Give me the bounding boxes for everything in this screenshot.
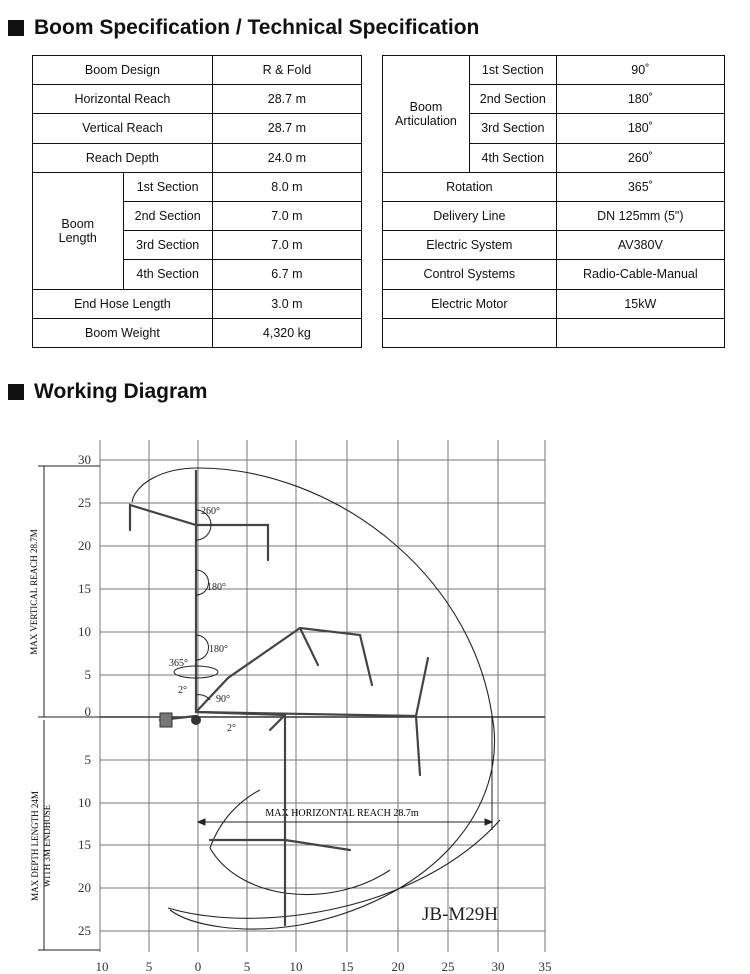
empty-cell (556, 318, 724, 347)
electric-motor-label: Electric Motor (383, 289, 557, 318)
boom-design-value: R & Fold (212, 56, 361, 85)
spec-heading-text: Boom Specification / Technical Specification (34, 16, 480, 39)
table-row (383, 172, 725, 201)
model-label: JB-M29H (422, 904, 499, 925)
reach-depth-label: Reach Depth (33, 143, 213, 172)
boom-weight-value: 4,320 kg (212, 318, 361, 347)
angle-labels (169, 506, 236, 734)
max-horizontal-reach-label: MAX HORIZONTAL REACH 28.7m (265, 808, 419, 819)
articulation-section-value: 260˚ (556, 143, 724, 172)
y-tick-label: 30 (78, 452, 91, 467)
table-row (383, 231, 725, 260)
heading-square-icon (8, 20, 24, 36)
x-tick-label: 25 (441, 959, 455, 974)
control-systems-label: Control Systems (383, 260, 557, 289)
boom-length-label: Boom Length (33, 172, 124, 289)
table-row (33, 289, 362, 318)
boom-length-section-label: 2nd Section (123, 201, 212, 230)
y-tick-label: 0 (84, 704, 91, 719)
articulation-section-value: 180˚ (556, 114, 724, 143)
x-tick-label: 0 (194, 959, 202, 974)
table-row (33, 85, 362, 114)
horizontal-reach-value: 28.7 m (212, 85, 361, 114)
boom-length-section-value: 7.0 m (212, 201, 361, 230)
articulation-section-label: 4th Section (469, 143, 556, 172)
table-row (383, 289, 725, 318)
table-row (33, 114, 362, 143)
max-depth-label: MAX DEPTH LENGTH 24M (30, 791, 40, 901)
reach-depth-value: 24.0 m (212, 143, 361, 172)
table-row (383, 260, 725, 289)
delivery-line-label: Delivery Line (383, 201, 557, 230)
electric-system-value: AV380V (556, 231, 724, 260)
max-depth-label: WITH 3M ENDHOSE (42, 804, 52, 888)
x-tick-label: 5 (243, 959, 251, 974)
heading-square-icon (8, 384, 24, 400)
angle-260-label: 260° (201, 506, 220, 517)
electric-motor-value: 15kW (556, 289, 724, 318)
tech-spec-table (382, 55, 725, 348)
boom-design-label: Boom Design (33, 56, 213, 85)
table-row (383, 56, 725, 85)
angle-2-left-label: 2° (178, 685, 187, 696)
boom-length-section-value: 6.7 m (212, 260, 361, 289)
rotation-label: Rotation (383, 172, 557, 201)
electric-system-label: Electric System (383, 231, 557, 260)
vertical-reach-value: 28.7 m (212, 114, 361, 143)
rotation-value: 365˚ (556, 172, 724, 201)
diagram-heading (8, 380, 207, 404)
y-tick-label: 5 (84, 667, 91, 682)
x-tick-label: 20 (391, 959, 405, 974)
y-tick-label: 20 (78, 538, 91, 553)
horizontal-reach-label: Horizontal Reach (33, 85, 213, 114)
table-row (383, 201, 725, 230)
articulation-section-label: 3rd Section (469, 114, 556, 143)
y-tick-label: 25 (78, 495, 91, 510)
y-tick-label: 10 (78, 795, 91, 810)
x-tick-label: 10 (95, 959, 109, 974)
spec-heading (8, 16, 479, 40)
boom-articulation-label: Boom Articulation (383, 56, 470, 173)
y-tick-label: 20 (78, 880, 91, 895)
y-tick-label: 10 (78, 624, 91, 639)
diagram-heading-text: Working Diagram (34, 380, 208, 403)
boom-length-section-label: 3rd Section (123, 231, 212, 260)
articulation-section-label: 1st Section (469, 56, 556, 85)
y-tick-label: 25 (78, 923, 91, 938)
reach-envelope (132, 468, 500, 929)
x-tick-label: 5 (145, 959, 153, 974)
boom-lines (130, 470, 428, 925)
end-hose-length-value: 3.0 m (212, 289, 361, 318)
vertical-reach-label: Vertical Reach (33, 114, 213, 143)
delivery-line-value: DN 125mm (5") (556, 201, 724, 230)
empty-cell (383, 318, 557, 347)
control-systems-value: Radio-Cable-Manual (556, 260, 724, 289)
articulation-section-value: 180˚ (556, 85, 724, 114)
boom-length-section-value: 7.0 m (212, 231, 361, 260)
angle-180-upper-label: 180° (207, 582, 226, 593)
angle-2-right-label: 2° (227, 723, 236, 734)
boom-weight-label: Boom Weight (33, 318, 213, 347)
y-tick-label: 15 (78, 837, 91, 852)
x-tick-label: 35 (538, 959, 552, 974)
x-tick-label: 10 (289, 959, 303, 974)
boom-length-section-label: 1st Section (123, 172, 212, 201)
y-axis-labels (78, 452, 91, 938)
x-tick-label: 30 (491, 959, 505, 974)
table-row (383, 318, 725, 347)
angle-365-label: 365° (169, 658, 188, 669)
max-vertical-reach-label: MAX VERTICAL REACH 28.7M (29, 529, 39, 655)
y-tick-label: 15 (78, 581, 91, 596)
x-axis-labels (96, 959, 552, 974)
articulation-section-value: 90˚ (556, 56, 724, 85)
boom-length-section-value: 8.0 m (212, 172, 361, 201)
turret-icon (191, 715, 201, 725)
table-row (33, 143, 362, 172)
end-hose-length-label: End Hose Length (33, 289, 213, 318)
y-tick-label: 5 (84, 752, 91, 767)
boom-spec-table (32, 55, 362, 348)
table-row (33, 56, 362, 85)
articulation-section-label: 2nd Section (469, 85, 556, 114)
working-diagram (0, 430, 750, 974)
table-row (33, 172, 362, 201)
angle-180-lower-label: 180° (209, 644, 228, 655)
table-row (33, 318, 362, 347)
truck-base-icon (160, 713, 172, 727)
boom-length-section-label: 4th Section (123, 260, 212, 289)
x-tick-label: 15 (340, 959, 354, 974)
angle-90-label: 90° (216, 694, 230, 705)
